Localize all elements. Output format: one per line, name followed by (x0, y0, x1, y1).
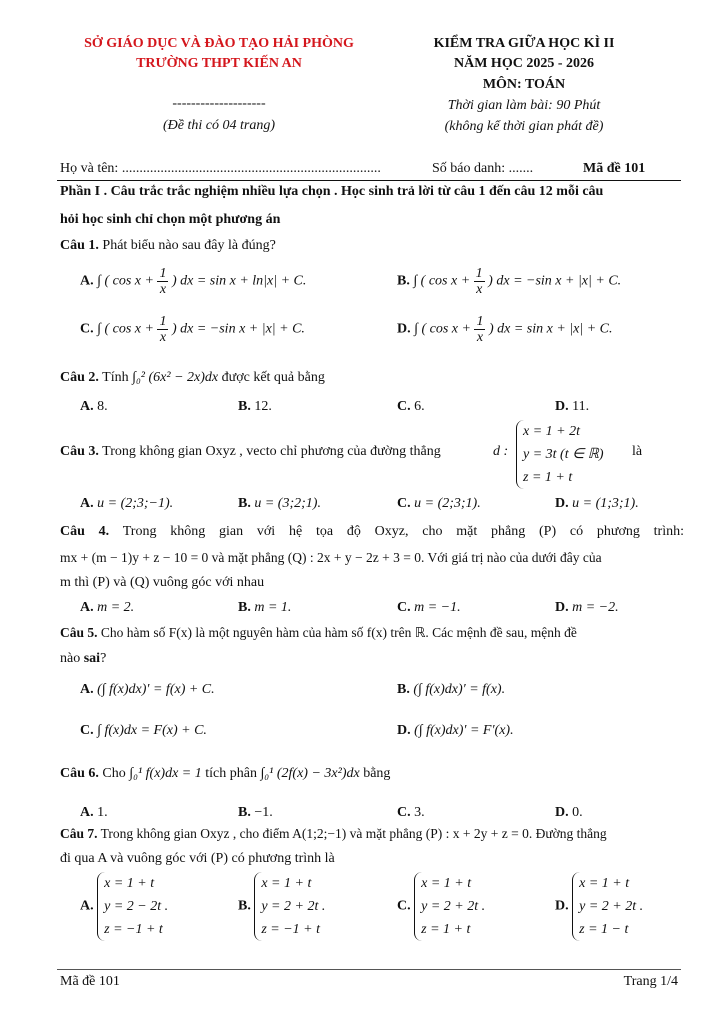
option-text: u = (2;3;1). (414, 496, 481, 511)
subject: MÔN: TOÁN (482, 77, 566, 92)
q1-c-text: = −sin x + |x| + C. (196, 321, 305, 337)
q3-option-c[interactable] (397, 496, 481, 512)
q6-mid: tích phân (205, 766, 257, 781)
q6-expression: ∫₀¹ (2f(x) − 3x²)dx (260, 766, 360, 781)
option-label: B. (238, 898, 251, 914)
option-text: u = (1;3;1). (572, 496, 639, 511)
sys-row: z = 1 − t (579, 922, 629, 937)
q4-option-a[interactable] (80, 600, 134, 616)
question-3 (60, 444, 441, 460)
question-2 (60, 370, 325, 386)
sys-row: x = 1 + t (579, 876, 630, 891)
sys-row: x = 1 + t (261, 876, 312, 891)
option-label: C. (397, 805, 411, 820)
option-label: B. (238, 496, 251, 511)
option-text: ∫ f(x)dx = F(x) + C. (97, 723, 207, 738)
q2-pre: Tính (102, 370, 129, 385)
sys-row: y = 2 + 2t . (579, 899, 644, 914)
option-label: C. (80, 321, 94, 337)
option-label: B. (397, 682, 410, 697)
header-dashes: -------------------- (172, 96, 266, 111)
sys-row: x = 1 + t (104, 876, 155, 891)
q6-option-a[interactable] (80, 805, 108, 821)
option-label: D. (555, 600, 569, 615)
q5-option-c[interactable] (80, 723, 207, 739)
q7-option-c[interactable] (397, 872, 485, 941)
sys-row: y = 2 + 2t . (261, 899, 326, 914)
q1-integrand: ∫ ( cos x + (97, 273, 154, 289)
frac-den: x (476, 282, 483, 297)
q4-option-b[interactable] (238, 600, 291, 616)
q1-option-d[interactable] (397, 314, 613, 345)
question-6 (60, 766, 390, 782)
option-label: A. (80, 600, 94, 615)
q5-option-a[interactable] (80, 682, 215, 698)
option-text: 12. (254, 399, 272, 414)
option-text: (∫ f(x)dx)′ = f(x). (413, 682, 506, 697)
question-4-line3: m thì (P) và (Q) vuông góc với nhau (60, 575, 265, 590)
frac-num: 1 (159, 314, 167, 329)
sys-row: z = 1 + t (421, 922, 471, 937)
q3-row2: y = 3t (t ∈ ℝ) (523, 447, 604, 462)
sys-row: y = 2 + 2t . (421, 899, 486, 914)
q7-option-b[interactable] (238, 872, 325, 941)
q6-label: Câu 6. (60, 766, 99, 781)
sys-row: x = 1 + t (421, 876, 472, 891)
question-5-line1 (60, 625, 577, 641)
option-text: u = (2;3;−1). (97, 496, 174, 511)
q6-option-b[interactable] (238, 805, 273, 821)
q4-text: Trong không gian với hệ tọa độ Oxyz, cho mặt phẳng (P) có phương trình: (122, 524, 684, 539)
q4-label: Câu 4. (60, 524, 110, 539)
option-text: 3. (414, 805, 425, 820)
option-label: A. (80, 898, 94, 914)
school-name: TRƯỜNG THPT KIẾN AN (136, 56, 302, 71)
q1-text: Phát biểu nào sau đây là đúng? (102, 238, 276, 253)
question-7-line1 (60, 826, 607, 842)
option-label: D. (397, 321, 411, 337)
option-label: A. (80, 399, 94, 414)
q5-option-d[interactable] (397, 723, 514, 739)
q3-text: Trong không gian Oxyz , vecto chỉ phương của đường thẳng (102, 444, 441, 459)
question-4-line2: mx + (m − 1)y + z − 10 = 0 và mặt phẳng (Q) : 2x + y − 2z + 3 = 0. Với giá trị nào của dưới đây của (60, 550, 602, 565)
option-label: A. (80, 496, 94, 511)
option-label: D. (555, 496, 569, 511)
frac-num: 1 (476, 314, 484, 329)
option-text: u = (3;2;1). (254, 496, 321, 511)
q3-option-d[interactable] (555, 496, 639, 512)
q4-option-c[interactable] (397, 600, 461, 616)
option-label: D. (555, 805, 569, 820)
frac-den: x (159, 282, 167, 297)
q5-post: ? (100, 651, 107, 666)
q7-label: Câu 7. (60, 826, 98, 841)
exam-title: KIỂM TRA GIỮA HỌC KÌ II (433, 36, 615, 51)
frac-num: 1 (475, 266, 483, 281)
q5-pre: nào (60, 651, 81, 666)
question-1 (60, 238, 276, 254)
q1-d-text: = sin x + |x| + C. (513, 321, 613, 337)
option-label: A. (80, 805, 94, 820)
option-text: 1. (97, 805, 108, 820)
q1-integrand: ∫ ( cos x + (97, 321, 154, 337)
q5-text: Cho hàm số F(x) là một nguyên hàm của hàm số f(x) trên ℝ. Các mệnh đề sau, mệnh đề (100, 625, 577, 640)
option-label: A. (80, 682, 94, 697)
sys-row: z = −1 + t (261, 922, 321, 937)
q1-integrand: ∫ ( cos x + (414, 321, 471, 337)
q1-b-text: = −sin x + |x| + C. (513, 273, 622, 289)
q6-option-d[interactable] (555, 805, 583, 821)
q3-post: là (632, 444, 643, 459)
option-label: B. (238, 399, 251, 414)
q3-option-a[interactable] (80, 496, 173, 512)
q1-option-c[interactable] (80, 314, 305, 345)
option-text: 8. (97, 399, 108, 414)
dept-name: SỞ GIÁO DỤC VÀ ĐÀO TẠO HẢI PHÒNG (84, 36, 354, 51)
option-label: D. (555, 898, 569, 914)
time-note: (không kể thời gian phát đề) (444, 119, 604, 134)
q6-condition: ∫₀¹ f(x)dx = 1 (129, 766, 202, 781)
q3-option-b[interactable] (238, 496, 321, 512)
option-label: A. (80, 273, 94, 289)
q3-system (516, 420, 604, 489)
q3-d-label: d : (493, 444, 509, 459)
q7-option-a[interactable] (80, 872, 168, 941)
time-limit: Thời gian làm bài: 90 Phút (447, 98, 601, 113)
frac-num: 1 (159, 266, 167, 281)
sys-row: z = −1 + t (104, 922, 163, 937)
q2-post: được kết quả bằng (221, 370, 325, 385)
q2-option-b[interactable] (238, 399, 272, 415)
option-text: (∫ f(x)dx)′ = f(x) + C. (97, 682, 215, 697)
q2-option-a[interactable] (80, 399, 108, 415)
option-label: C. (397, 898, 411, 914)
option-label: B. (238, 805, 251, 820)
option-label: D. (555, 399, 569, 414)
question-5-line2 (60, 651, 106, 667)
frac-den: x (476, 330, 484, 345)
q6-option-c[interactable] (397, 805, 425, 821)
option-label: C. (80, 723, 94, 738)
q5-emphasis: sai (83, 651, 101, 666)
q7-option-d[interactable] (555, 872, 643, 941)
q1-integrand-close: ) dx (171, 273, 194, 289)
footer-code: Mã đề 101 (60, 974, 120, 989)
footer-divider (57, 969, 681, 970)
option-text: −1. (254, 805, 273, 820)
footer-page: Trang 1/4 (623, 974, 678, 989)
option-label: C. (397, 496, 411, 511)
option-label: B. (238, 600, 251, 615)
option-text: m = −2. (572, 600, 619, 615)
frac-den: x (159, 330, 167, 345)
q7-text: Trong không gian Oxyz , cho điểm A(1;2;−1) và mặt phẳng (P) : x + 2y + z = 0. Đường thẳng (100, 826, 607, 841)
option-text: m = −1. (414, 600, 461, 615)
sys-row: y = 2 − 2t . (104, 899, 169, 914)
part1-subtitle: hỏi học sinh chỉ chọn một phương án (60, 212, 281, 227)
option-label: D. (397, 723, 411, 738)
q1-option-b[interactable] (397, 266, 621, 297)
option-text: (∫ f(x)dx)′ = F′(x). (414, 723, 514, 738)
option-text: 0. (572, 805, 583, 820)
q3-row3: z = 1 + t (523, 470, 573, 485)
option-label: C. (397, 600, 411, 615)
q6-pre: Cho (102, 766, 126, 781)
q3-label: Câu 3. (60, 444, 99, 459)
q1-a-text: = sin x + ln|x| + C. (196, 273, 307, 289)
q1-integrand-close: ) dx (171, 321, 194, 337)
page-count: (Đề thi có 04 trang) (163, 118, 275, 133)
q1-option-a[interactable] (80, 266, 306, 297)
q3-row1: x = 1 + 2t (523, 424, 580, 439)
q4-option-d[interactable] (555, 600, 619, 616)
q5-label: Câu 5. (60, 625, 98, 640)
q2-label: Câu 2. (60, 370, 99, 385)
q1-integrand-close: ) dx (488, 321, 511, 337)
option-text: m = 2. (97, 600, 135, 615)
question-4-line1 (60, 524, 684, 540)
q1-integrand-close: ) dx (488, 273, 510, 289)
question-7-line2: đi qua A và vuông góc với (P) có phương trình là (60, 851, 335, 866)
q2-option-d[interactable] (555, 399, 589, 415)
q2-option-c[interactable] (397, 399, 425, 415)
name-field: Họ và tên: .......................................................................... (60, 161, 381, 176)
q5-option-b[interactable] (397, 682, 505, 698)
option-text: 11. (572, 399, 590, 414)
q2-integral: ∫₀² (6x² − 2x)dx (132, 370, 219, 385)
part1-title: Phần I . Câu trắc trắc nghiệm nhiều lựa chọn . Học sinh trả lời từ câu 1 đến câu 12 mỗi câu (60, 184, 604, 199)
sbd-field: Số báo danh: ....... (432, 161, 534, 176)
header-divider (57, 180, 681, 181)
option-label: B. (397, 273, 410, 289)
option-text: m = 1. (254, 600, 292, 615)
q6-post: bằng (363, 766, 391, 781)
q1-label: Câu 1. (60, 238, 99, 253)
q1-integrand: ∫ ( cos x + (413, 273, 471, 289)
exam-code: Mã đề 101 (583, 161, 646, 176)
school-year: NĂM HỌC 2025 - 2026 (454, 56, 594, 71)
option-label: C. (397, 399, 411, 414)
option-text: 6. (414, 399, 425, 414)
